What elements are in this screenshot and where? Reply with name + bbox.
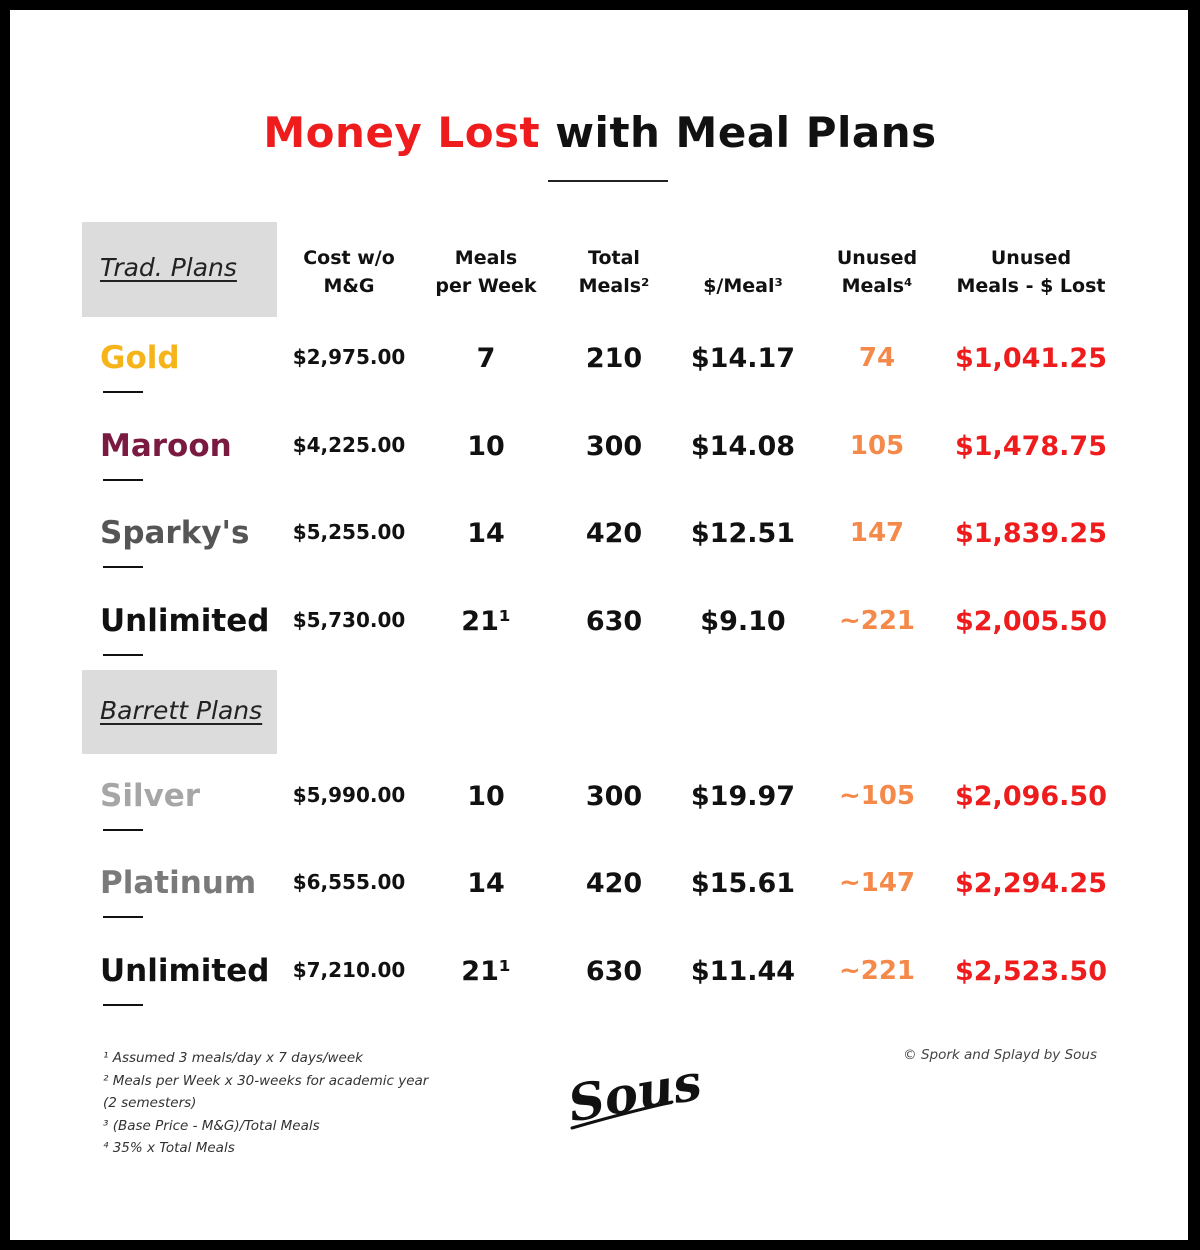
cell-per-meal: $15.61 xyxy=(690,868,796,899)
cell-dollars-lost: $2,096.50 xyxy=(954,781,1108,812)
header-unused-line1: Unused xyxy=(836,247,918,269)
plan-name-underline xyxy=(103,566,143,568)
title-highlight: Money Lost xyxy=(263,108,541,157)
header-mpw-line1: Meals xyxy=(454,247,518,269)
page-title xyxy=(0,108,1200,157)
cell-unused-meals: 147 xyxy=(849,518,905,548)
cell-unused-meals: ~147 xyxy=(838,868,916,898)
logo-text: Sous xyxy=(563,1052,706,1134)
plan-name: Sparky's xyxy=(100,515,250,551)
header-cost-line2: M&G xyxy=(323,275,375,297)
title-rest: with Meal Plans xyxy=(555,108,937,157)
barrett-plans-label: Barrett Plans xyxy=(100,696,263,725)
cell-meals-per-week: 14 xyxy=(467,868,505,899)
cell-dollars-lost: $2,523.50 xyxy=(954,956,1108,987)
cell-unused-meals: 105 xyxy=(849,431,905,461)
footnotes xyxy=(103,1047,433,1160)
plan-name-underline xyxy=(103,391,143,393)
cell-meals-per-week: 7 xyxy=(476,343,496,374)
title-underline xyxy=(548,180,668,182)
cell-unused-meals: ~221 xyxy=(838,956,916,986)
cell-total-meals: 420 xyxy=(585,518,643,549)
cell-cost: $7,210.00 xyxy=(292,958,406,982)
cell-unused-meals: 74 xyxy=(858,343,896,373)
plan-name: Platinum xyxy=(100,865,257,901)
plan-name-underline xyxy=(103,829,143,831)
cell-per-meal: $12.51 xyxy=(690,518,796,549)
header-lost-line1: Unused xyxy=(990,247,1072,269)
cell-meals-per-week: 10 xyxy=(467,431,505,462)
plan-name: Unlimited xyxy=(100,603,270,639)
footnote-4: ⁴ 35% x Total Meals xyxy=(103,1140,235,1156)
footnote-3: ³ (Base Price - M&G)/Total Meals xyxy=(103,1117,320,1134)
sous-logo xyxy=(560,1050,706,1135)
plan-name-underline xyxy=(103,479,143,481)
cell-total-meals: 630 xyxy=(585,956,643,987)
cell-unused-meals: ~105 xyxy=(838,781,916,811)
cell-dollars-lost: $2,005.50 xyxy=(954,606,1108,637)
cell-meals-per-week: 10 xyxy=(467,781,505,812)
cell-per-meal: $19.97 xyxy=(690,781,796,812)
cell-per-meal: $14.08 xyxy=(690,431,796,462)
trad-plans-label: Trad. Plans xyxy=(100,253,237,282)
header-total-line2: Meals² xyxy=(578,275,650,297)
cell-cost: $6,555.00 xyxy=(292,870,406,894)
header-lost-line2: Meals - $ Lost xyxy=(956,275,1106,297)
header-mpw-line2: per Week xyxy=(435,275,537,297)
cell-unused-meals: ~221 xyxy=(838,606,916,636)
header-per-meal-line2: $/Meal³ xyxy=(703,275,783,297)
copyright: © Spork and Splayd by Sous xyxy=(903,1047,1097,1063)
cell-total-meals: 210 xyxy=(585,343,643,374)
header-cost-line1: Cost w/o xyxy=(303,247,395,269)
plan-name-underline xyxy=(103,916,143,918)
footnote-2: ² Meals per Week x 30-weeks for academic year xyxy=(103,1072,429,1089)
plan-name: Unlimited xyxy=(100,953,270,989)
cell-cost: $5,730.00 xyxy=(292,608,406,632)
cell-total-meals: 630 xyxy=(585,606,643,637)
cell-dollars-lost: $2,294.25 xyxy=(954,868,1108,899)
cell-cost: $5,990.00 xyxy=(292,783,406,807)
cell-cost: $4,225.00 xyxy=(292,433,406,457)
cell-meals-per-week: 14 xyxy=(467,518,505,549)
cell-dollars-lost: $1,478.75 xyxy=(954,431,1108,462)
cell-cost: $2,975.00 xyxy=(292,345,406,369)
plan-name: Silver xyxy=(100,778,201,814)
footnote-2-cont: (2 semesters) xyxy=(103,1095,197,1111)
cell-dollars-lost: $1,041.25 xyxy=(954,343,1108,374)
plan-name-underline xyxy=(103,654,143,656)
cell-per-meal: $9.10 xyxy=(700,606,786,637)
header-total-line1: Total xyxy=(588,247,640,269)
cell-cost: $5,255.00 xyxy=(292,520,406,544)
cell-per-meal: $11.44 xyxy=(690,956,796,987)
cell-per-meal: $14.17 xyxy=(690,343,796,374)
plan-name: Maroon xyxy=(100,428,232,464)
cell-dollars-lost: $1,839.25 xyxy=(954,518,1108,549)
header-dollars-lost xyxy=(946,244,1116,300)
cell-meals-per-week: 21¹ xyxy=(461,956,511,987)
plan-name: Gold xyxy=(100,340,180,376)
header-unused-line2: Meals⁴ xyxy=(841,275,913,297)
plan-name-underline xyxy=(103,1004,143,1006)
cell-meals-per-week: 21¹ xyxy=(461,606,511,637)
cell-total-meals: 420 xyxy=(585,868,643,899)
header-unused-meals xyxy=(792,244,962,300)
cell-total-meals: 300 xyxy=(585,431,643,462)
cell-total-meals: 300 xyxy=(585,781,643,812)
footnote-1: ¹ Assumed 3 meals/day x 7 days/week xyxy=(103,1050,363,1066)
